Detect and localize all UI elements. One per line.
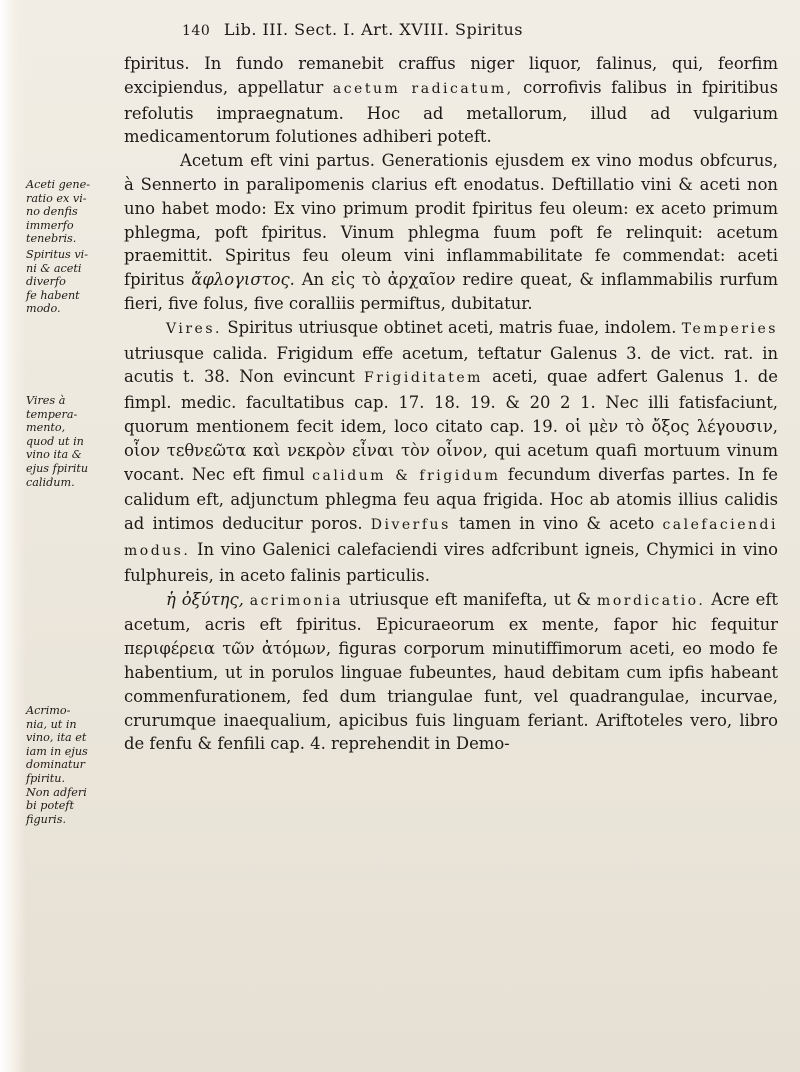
marginal-note: Acrimo- nia, ut in vino, ita et iam in ejus dominatur fpiritu. Non adferi bi poteft figuris. — [26, 704, 88, 826]
marginal-notes — [26, 178, 120, 998]
small-caps-term: Temperies — [681, 320, 778, 337]
small-caps-term: Diverfus — [370, 517, 451, 534]
paragraph: ἡ ὀξύτης, acrimonia utriusque eft manifefta, ut & mordicatio. Acre eft acetum, acris eft fpiritus. Epicuraeorum ex mente, fapor hic fequitur περιφέρεια τῶν ἀτόμων, figuras corporum minutiffimorum aceti, eo modo fe habentium, ut in porulos linguae fubeuntes, haud debitam cum ipfis habeant commenfurationem, fed dum triangulae funt, vel quadrangulae, incurvae, crurumque inaequalium, apicibus fuis linguam feriant. Ariftoteles vero, libro de fenfu & fenfili cap. 4. reprehendit in Demo- — [124, 589, 778, 754]
marginal-note: Spiritus vi- ni & aceti diverfo fe habent modo. — [26, 248, 89, 316]
small-caps-term: calidum & frigidum — [312, 467, 501, 484]
small-caps-term: Frigiditatem — [364, 370, 483, 387]
small-caps-term: mordicatio. — [597, 592, 706, 609]
marginal-note: Vires à tempera- mento, quod ut in vino ita & ejus fpiritu calidum. — [26, 394, 89, 489]
small-caps-term: calefaciendi modus. — [124, 517, 778, 559]
paragraph: Vires. Spiritus utriusque obtinet aceti, matris fuae, indolem. Temperies utriusque calida. Frigidum effe acetum, teftatur Galenus 3. de vict. rat. in acutis t. 38. Non evincunt Frigiditatem aceti, quae adfert Galenus 1. de fimpl. medic. facultatibus cap. 17. 18. 19. & 20 2 1. Nec illi fatisfaciunt, quorum mentionem fecit idem, loco citato cap. 19. οἱ μὲν τὸ ὄξος λέγουσιν, οἷον τεθνεῶτα καὶ νεκρὸν εἶναι τὸν οἶνον, qui acetum quafi mortuum vinum vocant. Nec eft fimul calidum & frigidum fecundum diverfas partes. In fe calidum eft, adjunctum phlegma feu aqua frigida. Hoc ab atomis illius calidis ad intimos deducitur poros. Diverfus tamen in vino & aceto calefaciendi modus. In vino Galenici calefaciendi vires adfcribunt igneis, Chymici in vino fulphureis, in aceto falinis particulis. — [124, 317, 778, 585]
small-caps-term: acrimonia — [249, 592, 344, 609]
running-title: Lib. III. Sect. I. Art. XVIII. Spiritus — [223, 20, 524, 39]
small-caps-term: Vires. — [166, 320, 222, 337]
running-header — [182, 12, 782, 48]
small-caps-term: acetum radicatum, — [332, 80, 514, 97]
paragraph: fpiritus. In fundo remanebit craffus niger liquor, falinus, qui, feorfim excipiendus, appellatur acetum radicatum, corrofivis falibus in fpiritibus refolutis impraegnatum. Hoc ad metallorum, illud ad vulgarium medicamentorum folutiones adhiberi poteft. — [124, 54, 778, 147]
marginal-note: Aceti gene- ratio ex vi- no denfis immerfo tenebris. — [26, 178, 90, 246]
greek-term: ἄφλογιστος. — [191, 270, 295, 290]
paragraph: Acetum eft vini partus. Generationis ejusdem ex vino modus obfcurus, à Sennerto in paralipomenis clarius eft enodatus. Deftillatio vini & aceti non uno habet modo: Ex vino primum prodit fpiritus feu oleum: ex aceto primum phlegma, poft fpiritus. Vinum phlegma fuum poft fe relinquit: acetum praemittit. Spiritus feu oleum vini inflammabilitate fe commendat: aceti fpiritus ἄφλογιστος. An εἰς τὸ ἀρχαῖον redire queat, & inflammabilis rurfum fieri, five folus, five coralliis permiftus, dubitatur. — [124, 151, 778, 313]
page-number: 140 — [182, 23, 211, 39]
body-text — [124, 52, 778, 1062]
greek-term: ἡ ὀξύτης, — [166, 589, 244, 609]
